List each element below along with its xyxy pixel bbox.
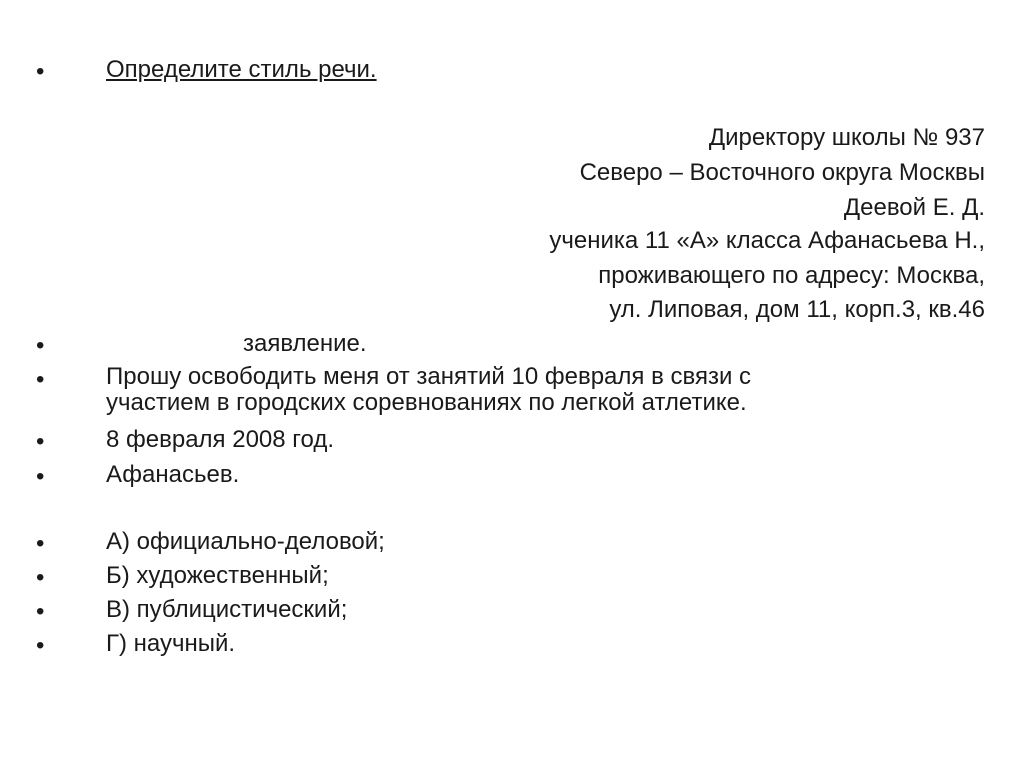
signature-text: Афанасьев. [106, 461, 240, 488]
question-text: Определите стиль речи. [106, 56, 377, 83]
bullet-option-b: • [36, 564, 45, 591]
bullet-option-a: • [36, 530, 45, 557]
addressee-line-6: ул. Липовая, дом 11, корп.3, кв.46 [609, 296, 985, 323]
bullet-body: • [36, 366, 45, 393]
request-body-line-1: Прошу освободить меня от занятий 10 февраля в связи с [106, 363, 752, 390]
bullet-option-c: • [36, 598, 45, 625]
document-title: заявление. [243, 330, 367, 357]
addressee-line-2: Северо – Восточного округа Москвы [579, 159, 985, 186]
option-a: А) официально-деловой; [106, 528, 385, 555]
option-d: Г) научный. [106, 630, 236, 657]
bullet-option-d: • [36, 632, 45, 659]
bullet-question: • [36, 58, 45, 85]
addressee-line-5: проживающего по адресу: Москва, [598, 262, 985, 289]
request-body [106, 364, 896, 416]
addressee-line-1: Директору школы № 937 [708, 124, 985, 151]
option-c: В) публицистический; [106, 596, 348, 623]
date-text: 8 февраля 2008 год. [106, 426, 334, 453]
option-b: Б) художественный; [106, 562, 329, 589]
addressee-line-3: Деевой Е. Д. [843, 194, 985, 221]
request-body-line-2: участием в городских соревнованиях по легкой атлетике. [106, 389, 747, 416]
addressee-line-4: ученика 11 «А» класса Афанасьева Н., [549, 227, 985, 254]
bullet-signature: • [36, 463, 45, 490]
bullet-document-title: • [36, 332, 45, 359]
bullet-date: • [36, 428, 45, 455]
